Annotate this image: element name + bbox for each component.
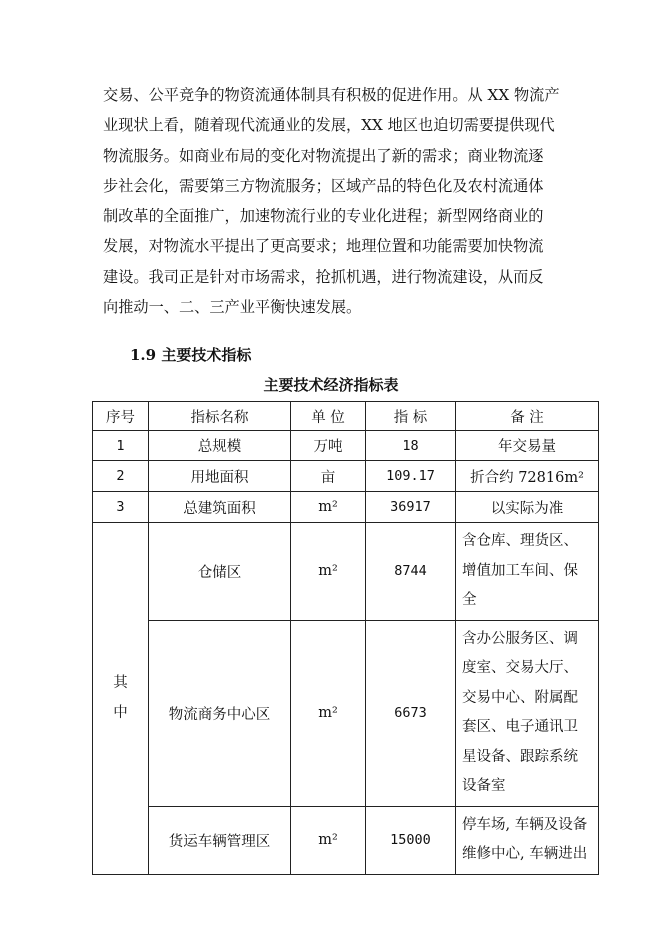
indicator-name: 仓储区 xyxy=(149,523,291,621)
header-cell: 指 标 xyxy=(366,402,456,431)
body-paragraph xyxy=(103,80,573,322)
note-line: 交易中心、附属配 xyxy=(462,689,578,706)
unit-cell: m² xyxy=(291,492,366,523)
note-cell: 以实际为准 xyxy=(456,492,599,523)
table-row xyxy=(93,620,599,806)
unit-cell: m² xyxy=(291,523,366,621)
paragraph-line: 发展，对物流水平提出了更高要求；地理位置和功能需要加快物流 xyxy=(103,237,544,256)
note-cell xyxy=(456,806,599,874)
paragraph-line: 向推动一、二、三产业平衡快速发展。 xyxy=(103,298,362,317)
table-header-row xyxy=(93,402,599,431)
paragraph-line: 步社会化，需要第三方物流服务；区域产品的特色化及农村流通体 xyxy=(103,176,544,195)
table-row xyxy=(93,461,599,492)
row-number: 1 xyxy=(93,431,149,461)
note-line: 套区、电子通讯卫 xyxy=(462,719,578,735)
row-number: 3 xyxy=(93,492,149,523)
note-line: 设备室 xyxy=(462,778,506,794)
note-line: 维修中心, 车辆进出 xyxy=(462,846,588,862)
note-line: 度室、交易大厅、 xyxy=(462,660,578,676)
table-row xyxy=(93,806,599,874)
paragraph-line: 交易、公平竞争的物资流通体制具有积极的促进作用。从 XX 物流产 xyxy=(103,86,560,104)
unit-cell: m² xyxy=(291,620,366,806)
value-cell: 6673 xyxy=(366,620,456,806)
group-label-cell xyxy=(93,523,149,875)
note-line: 停车场, 车辆及设备 xyxy=(462,816,588,833)
indicator-name: 货运车辆管理区 xyxy=(149,806,291,874)
table-row xyxy=(93,431,599,461)
note-line: 全 xyxy=(462,592,477,608)
header-cell: 备 注 xyxy=(456,402,599,431)
note-cell xyxy=(456,523,599,621)
table-row xyxy=(93,492,599,523)
value-cell: 36917 xyxy=(366,492,456,523)
unit-cell: 亩 xyxy=(291,461,366,492)
note-line: 含仓库、理货区、 xyxy=(462,533,578,549)
paragraph-line: 业现状上看，随着现代流通业的发展，XX 地区也迫切需要提供现代 xyxy=(103,116,555,135)
note-line: 增值加工车间、保 xyxy=(462,562,578,579)
paragraph-line: 物流服务。如商业布局的变化对物流提出了新的需求；商业物流逐 xyxy=(103,146,544,165)
value-cell: 8744 xyxy=(366,523,456,621)
paragraph-line: 建设。我司正是针对市场需求，抢抓机遇，进行物流建设，从而反 xyxy=(103,267,544,286)
header-cell: 单 位 xyxy=(291,402,366,431)
note-line: 星设备、跟踪系统 xyxy=(462,748,578,765)
header-cell: 指标名称 xyxy=(149,402,291,431)
note-cell xyxy=(456,620,599,806)
row-number: 2 xyxy=(93,461,149,492)
note-cell: 年交易量 xyxy=(456,431,599,461)
note-line: 含办公服务区、调 xyxy=(462,630,578,647)
indicator-table xyxy=(92,401,599,875)
unit-cell: 万吨 xyxy=(291,431,366,461)
section-heading: 1.9 主要技术指标 xyxy=(130,346,252,364)
group-label: 中 xyxy=(113,705,128,722)
unit-cell: m² xyxy=(291,806,366,874)
indicator-name: 总建筑面积 xyxy=(149,492,291,523)
paragraph-line: 制改革的全面推广，加速物流行业的专业化进程；新型网络商业的 xyxy=(103,207,544,226)
indicator-name: 用地面积 xyxy=(149,461,291,492)
indicator-name: 总规模 xyxy=(149,431,291,461)
value-cell: 15000 xyxy=(366,806,456,874)
group-label: 其 xyxy=(113,675,128,692)
value-cell: 18 xyxy=(366,431,456,461)
value-cell: 109.17 xyxy=(366,461,456,492)
table-caption: 主要技术经济指标表 xyxy=(263,376,399,394)
indicator-name: 物流商务中心区 xyxy=(149,620,291,806)
note-cell: 折合约 72816m² xyxy=(456,461,599,492)
table-row xyxy=(93,523,599,621)
header-cell: 序号 xyxy=(93,402,149,431)
